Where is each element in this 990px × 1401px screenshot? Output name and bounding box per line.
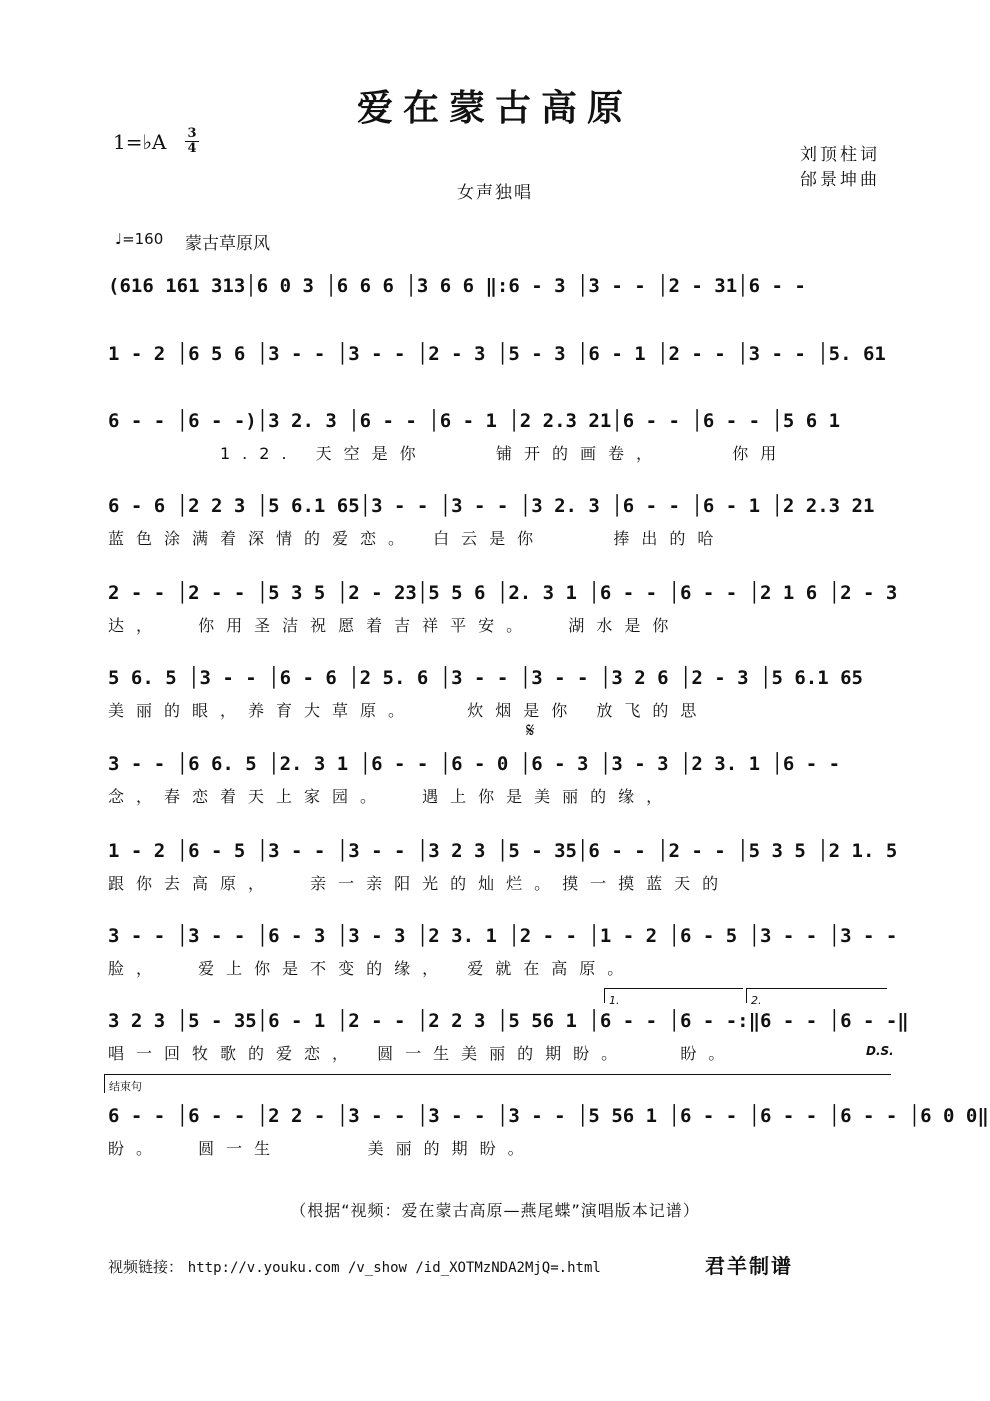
- notes-row-8: 1 - 2 │6 - 5 │3 - - │3 - - │3 2 3 │5 - 35│6 - - │2 - - │5 3 5 │2 1. 5: [108, 840, 898, 862]
- lyrics-row-5: 达， 你用圣洁祝愿着吉祥平安。 湖水是你: [108, 616, 681, 635]
- notes-row-4: 6 - 6 │2 2 3 │5 6.1 65│3 - - │3 - - │3 2. 3 │6 - - │6 - 1 │2 2.3 21: [108, 495, 875, 517]
- ds-mark: D.S.: [866, 1044, 894, 1058]
- notes-row-2: 1 - 2 │6 5 6 │3 - - │3 - - │2 - 3 │5 - 3 │6 - 1 │2 - - │3 - - │5. 61: [108, 343, 886, 365]
- lyricist-credit: 刘顶柱词: [800, 145, 880, 165]
- score-row-11: [100, 1100, 989, 1160]
- lyrics-row-9: 脸， 爱上你是不变的缘， 爱就在高原。: [108, 959, 636, 978]
- score-row-2: [100, 338, 900, 398]
- score-row-7: [100, 748, 900, 808]
- score-row-6: [100, 662, 900, 722]
- notes-row-3: 6 - - │6 - -)│3 2. 3 │6 - - │6 - 1 │2 2.3 21│6 - - │6 - - │5 6 1: [108, 410, 841, 432]
- score-row-4: [100, 490, 900, 550]
- time-sig-bottom: 4: [187, 141, 197, 156]
- volta-1-bracket: [604, 988, 743, 1007]
- notes-row-7: 3 - - │6 6. 5 │2. 3 1 │6 - - │6 - 0 │6 - 3 │3 - 3 │2 3. 1 │6 - -: [108, 753, 841, 775]
- lyrics-row-3: 1.2. 天空是你 铺开的画卷， 你用: [220, 444, 789, 463]
- notes-row-1: (616 161 313│6 0 3 │6 6 6 │3 6 6 ‖:6 - 3 │3 - - │2 - 31│6 - -: [108, 275, 806, 297]
- lyrics-row-8: 跟你去高原， 亲一亲阳光的灿烂。摸一摸蓝天的: [108, 874, 731, 893]
- tempo-mark: ♩=160: [115, 230, 164, 248]
- brand-signature: 君羊制谱: [705, 1254, 793, 1278]
- style-mark: 蒙古草原风: [185, 234, 270, 254]
- volta-2-bracket: [746, 988, 887, 1007]
- time-sig-top: 3: [185, 127, 199, 142]
- notes-row-6: 5 6. 5 │3 - - │6 - 6 │2 5. 6 │3 - - │3 - - │3 2 6 │2 - 3 │5 6.1 65: [108, 667, 863, 689]
- notes-row-11: 6 - - │6 - - │2 2 - │3 - - │3 - - │3 - - │5 56 1 │6 - - │6 - - │6 - - │6 0 0‖: [108, 1105, 989, 1127]
- source-note: （根据“视频：爱在蒙古高原—燕尾蝶”演唱版本记谱）: [290, 1201, 700, 1220]
- lyrics-row-7: 念，春恋着天上家园。 遇上你是美丽的缘，: [108, 787, 675, 806]
- song-title: 爱在蒙古高原: [356, 87, 633, 129]
- score-row-10: [100, 1005, 909, 1065]
- score-row-8: [100, 835, 900, 895]
- volta-1-label: 1.: [609, 994, 620, 1007]
- volta-2-label: 2.: [751, 994, 762, 1007]
- voice-type: 女声独唱: [457, 183, 533, 203]
- score-row-3: [100, 405, 900, 465]
- lyrics-row-10: 唱一回牧歌的爱恋， 圆一生美丽的期盼。 盼。: [108, 1044, 737, 1063]
- ending-label: 结束句: [109, 1080, 142, 1093]
- ending-bracket: [104, 1074, 891, 1093]
- lyrics-row-6: 美丽的眼，养育大草原。 炊烟是你 放飞的思: [108, 701, 709, 720]
- notes-row-9: 3 - - │3 - - │6 - 3 │3 - 3 │2 3. 1 │2 - - │1 - 2 │6 - 5 │3 - - │3 - -: [108, 925, 898, 947]
- video-link: [108, 1256, 601, 1277]
- key-signature: 1=♭A: [113, 130, 167, 154]
- lyrics-row-11: 盼。 圆一生 美丽的期盼。: [108, 1139, 536, 1158]
- video-link-label: 视频链接：: [108, 1258, 184, 1276]
- segno-sign: 𝄋: [526, 718, 535, 742]
- lyrics-row-4: 蓝色涂满着深情的爱恋。 白云是你 捧出的哈: [108, 529, 726, 548]
- video-link-url[interactable]: http://v.youku.com /v_show /id_XOTMzNDA2MjQ=.html: [187, 1260, 601, 1276]
- composer-credit: 邰景坤曲: [800, 170, 880, 190]
- time-signature: [185, 127, 199, 156]
- notes-row-5: 2 - - │2 - - │5 3 5 │2 - 23│5 5 6 │2. 3 1 │6 - - │6 - - │2 1 6 │2 - 3: [108, 582, 898, 604]
- score-row-5: [100, 577, 900, 637]
- notes-row-10: 3 2 3 │5 - 35│6 - 1 │2 - - │2 2 3 │5 56 1 │6 - - │6 - -:‖6 - - │6 - -‖: [108, 1010, 909, 1032]
- score-row-9: [100, 920, 900, 980]
- score-row-1: [100, 270, 900, 330]
